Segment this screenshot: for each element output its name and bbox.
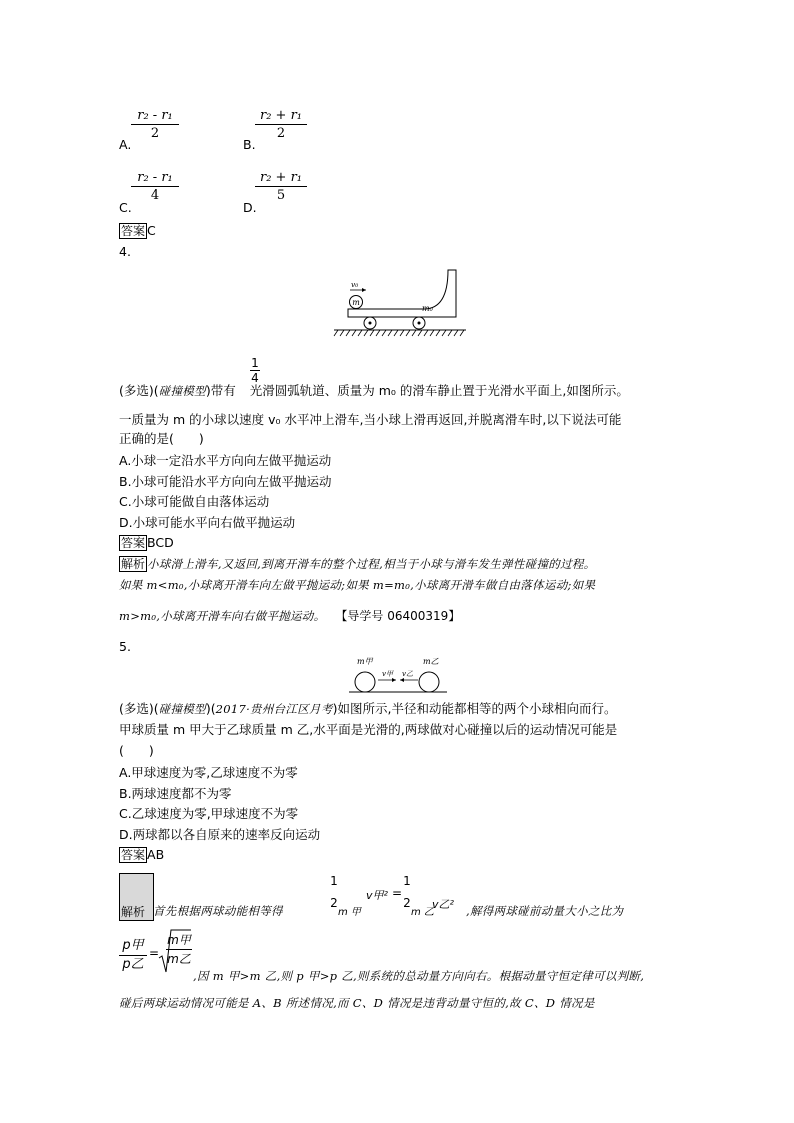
option-fraction <box>255 108 307 143</box>
q5-option-c: C.乙球速度为零,甲球速度不为零 <box>119 806 299 821</box>
half-fraction <box>330 874 338 910</box>
q4-option-c: C.小球可能做自由落体运动 <box>119 494 270 509</box>
ratio-numerator: p甲 <box>119 937 147 956</box>
analysis-tag: 解析 <box>121 905 146 919</box>
fraction-numerator: 1 <box>403 874 411 888</box>
stem-text: )带有 <box>205 383 236 398</box>
fraction-denominator: 2 <box>150 126 160 141</box>
half-fraction <box>403 874 411 910</box>
ratio-denominator: m乙 <box>167 952 191 966</box>
mass-ratio <box>166 931 192 968</box>
v2-squared: v乙² <box>432 898 454 911</box>
mass1-label: m甲 <box>357 657 373 666</box>
option-letter: A. <box>119 137 132 152</box>
fraction-denominator: 2 <box>330 896 338 910</box>
q5-option-d: D.两球都以各自原来的速率反向运动 <box>119 827 321 842</box>
velocity2-label: v乙 <box>402 670 413 678</box>
answer-tag: 答案 <box>121 848 146 862</box>
analysis-text: 小球滑上滑车,又返回,到离开滑车的整个过程,相当于小球与滑车发生弹性碰撞的过程。 <box>147 557 596 571</box>
analysis-text: ,解得两球碰前动量大小之比为 <box>466 904 624 918</box>
q5-option-a: A.甲球速度为零,乙球速度不为零 <box>119 765 298 780</box>
q4-number: 4. <box>119 244 131 259</box>
q4-analysis-line3 <box>119 608 460 624</box>
q5-stem-line3: ( ) <box>119 743 154 758</box>
fraction-denominator: 4 <box>251 371 259 385</box>
option-fraction <box>131 170 179 205</box>
velocity1-label: v甲 <box>382 670 393 678</box>
stem-text: )如图所示,半径和动能都相等的两个小球相向而行。 <box>332 701 617 716</box>
stem-hint: 2017·贵州台江区月考 <box>215 702 333 716</box>
equals-sign: = <box>149 946 160 960</box>
mass2-symbol: m 乙 <box>411 907 434 918</box>
q5-stem-line1 <box>119 701 617 717</box>
velocity-label: v₀ <box>351 280 359 289</box>
analysis-tag: 解析 <box>121 557 146 571</box>
equals-sign: = <box>392 886 403 900</box>
momentum-ratio <box>119 937 147 974</box>
stem-hint: 碰撞模型 <box>158 702 206 716</box>
q4-answer-line <box>119 535 174 551</box>
v1-squared: v甲² <box>366 889 388 902</box>
q3-answer-line <box>119 223 156 239</box>
option-letter: C. <box>119 200 132 215</box>
option-letter: D. <box>243 200 257 215</box>
q4-analysis-line2: 如果 m<m₀,小球离开滑车向左做平抛运动;如果 m=m₀,小球离开滑车做自由落体运动;如果 <box>119 578 596 592</box>
option-fraction <box>131 108 179 143</box>
q5-stem-line2: 甲球质量 m 甲大于乙球质量 m 乙,水平面是光滑的,两球做对心碰撞以后的运动情况可能是 <box>119 722 618 737</box>
analysis-text: m>m₀,小球离开滑车向右做平抛运动。 <box>119 609 326 623</box>
ratio-numerator: m甲 <box>166 931 192 950</box>
fraction-denominator: 5 <box>276 188 286 203</box>
fraction-denominator: 4 <box>150 188 160 203</box>
option-fraction <box>255 170 307 205</box>
stem-hint: 碰撞模型 <box>158 384 206 398</box>
analysis-text: ,因 m 甲>m 乙,则 p 甲>p 乙,则系统的总动量方向向右。根据动量守恒定律可以判断, <box>193 969 645 983</box>
q4-stem-line3: 正确的是( ) <box>119 431 204 446</box>
fraction-numerator: r₂ - r₁ <box>131 170 179 187</box>
q5-figure <box>345 652 451 696</box>
q5-option-b: B.两球速度都不为零 <box>119 786 232 801</box>
fraction-numerator: r₂ - r₁ <box>131 108 179 125</box>
stem-text: (多选)( <box>119 383 159 398</box>
q4-option-d: D.小球可能水平向右做平抛运动 <box>119 515 296 530</box>
q5-number: 5. <box>119 639 131 654</box>
fraction-numerator: r₂ + r₁ <box>255 170 307 187</box>
answer-tag: 答案 <box>121 224 146 238</box>
stem-text: (多选)( <box>119 701 159 716</box>
q4-figure <box>330 262 470 342</box>
q4-stem-line1 <box>119 383 629 399</box>
analysis-tag-box <box>119 873 154 921</box>
q4-option-a: A.小球一定沿水平方向向左做平抛运动 <box>119 453 332 468</box>
cart-mass-label: m₀ <box>422 304 433 313</box>
q4-option-b: B.小球可能沿水平方向向左做平抛运动 <box>119 474 332 489</box>
fraction-numerator: r₂ + r₁ <box>255 108 307 125</box>
answer-tag: 答案 <box>121 536 146 550</box>
ball-label: m <box>352 298 360 307</box>
mass1-symbol: m 甲 <box>338 907 361 918</box>
fraction-denominator: 2 <box>276 126 286 141</box>
option-letter: B. <box>243 137 256 152</box>
reference-number: 【导学号 06400319】 <box>335 609 461 623</box>
quarter-fraction <box>250 356 260 385</box>
stem-text: )( <box>205 701 216 716</box>
q5-answer: AB <box>147 847 165 862</box>
fraction-denominator: 2 <box>403 896 411 910</box>
q4-stem-line2: 一质量为 m 的小球以速度 v₀ 水平冲上滑车,当小球上滑再返回,并脱离滑车时,以下说法可能 <box>119 412 622 427</box>
mass2-label: m乙 <box>423 657 439 666</box>
q3-answer: C <box>147 223 156 238</box>
q4-analysis-line1 <box>119 556 595 572</box>
analysis-text: 碰后两球运动情况可能是 A、B 所述情况,而 C、D 情况是违背动量守恒的,故 C、D 情况是 <box>119 996 595 1010</box>
stem-text: 光滑圆弧轨道、质量为 m₀ 的滑车静止置于光滑水平面上,如图所示。 <box>249 383 629 398</box>
fraction-numerator: 1 <box>251 356 259 370</box>
q4-answer: BCD <box>147 535 174 550</box>
ratio-denominator: p乙 <box>122 957 144 972</box>
analysis-text: 首先根据两球动能相等得 <box>153 904 283 918</box>
fraction-numerator: 1 <box>330 874 338 888</box>
q5-answer-line <box>119 847 164 863</box>
